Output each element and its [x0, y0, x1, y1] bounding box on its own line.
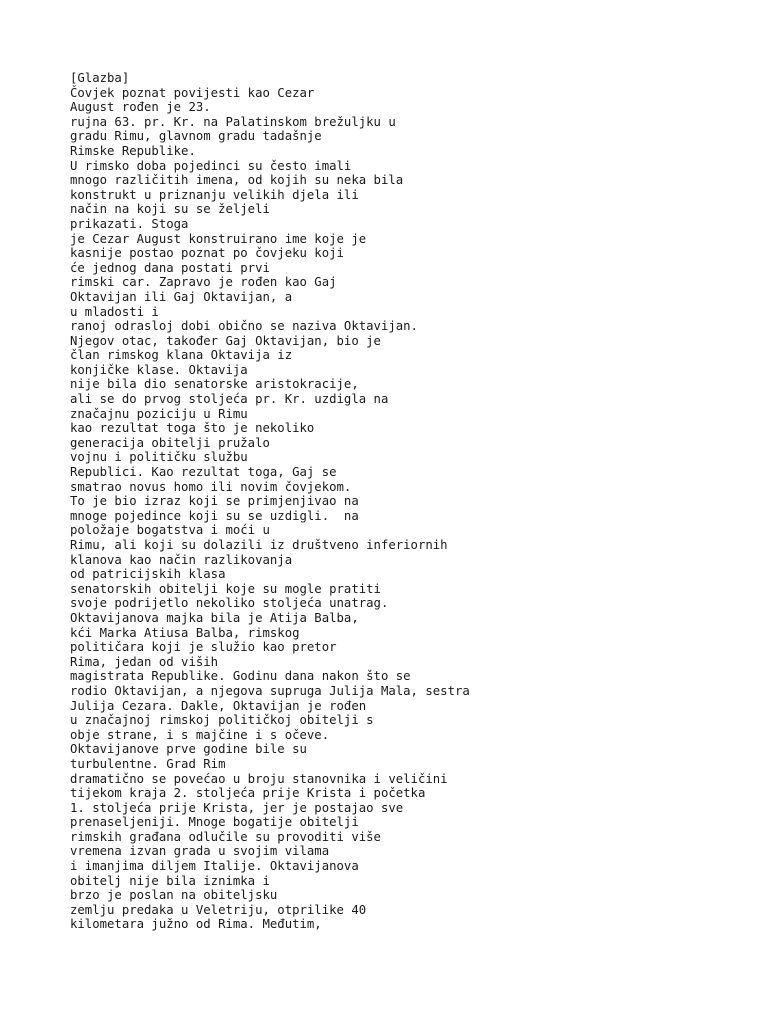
text-line: vojnu i političku službu: [70, 450, 248, 465]
text-line: turbulentne. Grad Rim: [70, 756, 226, 771]
text-line: položaje bogatstva i moći u: [70, 523, 270, 538]
text-line: gradu Rimu, glavnom gradu tadašnje: [70, 129, 322, 144]
text-line: konstrukt u priznanju velikih djela ili: [70, 187, 359, 202]
text-line: ranoj odrasloj dobi obično se naziva Oktavijan.: [70, 319, 418, 334]
text-line: od patricijskih klasa: [70, 567, 226, 582]
text-line: ali se do prvog stoljeća pr. Kr. uzdigla na: [70, 392, 389, 407]
text-line: prenaseljeniji. Mnoge bogatije obitelji: [70, 815, 359, 830]
text-line: način na koji su se željeli: [70, 202, 270, 217]
text-line: generacija obitelji pružalo: [70, 435, 270, 450]
text-line: rodio Oktavijan, a njegova supruga Julija Mala, sestra: [70, 683, 470, 698]
text-line: mnoge pojedince koji su se uzdigli. na: [70, 508, 359, 523]
text-line: rimski car. Zapravo je rođen kao Gaj: [70, 275, 337, 290]
text-line: Republici. Kao rezultat toga, Gaj se: [70, 465, 337, 480]
text-line: mnogo različitih imena, od kojih su neka bila: [70, 173, 404, 188]
text-line: To je bio izraz koji se primjenjivao na: [70, 494, 359, 509]
text-line: Njegov otac, također Gaj Oktavijan, bio je: [70, 333, 381, 348]
text-line: prikazati. Stoga: [70, 216, 189, 231]
text-line: brzo je poslan na obiteljsku: [70, 888, 278, 903]
text-line: će jednog dana postati prvi: [70, 260, 270, 275]
text-line: Oktavijan ili Gaj Oktavijan, a: [70, 289, 293, 304]
text-line: i imanjima diljem Italije. Oktavijanova: [70, 859, 359, 874]
text-line: Rima, jedan od viših: [70, 654, 219, 669]
text-line: kilometara južno od Rima. Međutim,: [70, 917, 322, 932]
text-line: rujna 63. pr. Kr. na Palatinskom brežuljku u: [70, 114, 396, 129]
text-line: smatrao novus homo ili novim čovjekom.: [70, 479, 352, 494]
text-line: obje strane, i s majčine i s očeve.: [70, 727, 330, 742]
text-line: konjičke klase. Oktavija: [70, 362, 248, 377]
text-line: klanova kao način razlikovanja: [70, 552, 293, 567]
text-line: U rimsko doba pojedinci su često imali: [70, 158, 352, 173]
text-line: Oktavijanove prve godine bile su: [70, 742, 307, 757]
text-line: Čovjek poznat povijesti kao Cezar: [70, 85, 315, 100]
text-line: [Glazba]: [70, 71, 130, 85]
text-line: senatorskih obitelji koje su mogle pratiti: [70, 581, 381, 596]
text-line: Rimu, ali koji su dolazili iz društveno inferiornih: [70, 538, 448, 552]
text-line: u značajnoj rimskoj političkoj obitelji s: [70, 713, 374, 728]
text-line: je Cezar August konstruirano ime koje je: [70, 231, 367, 246]
text-line: tijekom kraja 2. stoljeća prije Krista i početka: [70, 786, 426, 801]
text-line: u mladosti i: [70, 304, 159, 319]
text-line: dramatično se povećao u broju stanovnika i veličini: [70, 771, 448, 786]
text-line: svoje podrijetlo nekoliko stoljeća unatrag.: [70, 596, 389, 611]
text-line: Julija Cezara. Dakle, Oktavijan je rođen: [70, 698, 367, 713]
text-line: kći Marka Atiusa Balba, rimskog: [70, 625, 300, 640]
text-line: 1. stoljeća prije Krista, jer je postajao sve: [70, 800, 404, 815]
text-line: član rimskog klana Oktavija iz: [70, 348, 293, 363]
text-line: zemlju predaka u Veletriju, otprilike 40: [70, 902, 367, 917]
text-line: značajnu poziciju u Rimu: [70, 406, 248, 421]
text-line: nije bila dio senatorske aristokracije,: [70, 377, 359, 392]
document-page: [70, 71, 750, 932]
text-line: kasnije postao poznat po čovjeku koji: [70, 246, 344, 261]
text-line: Rimske Republike.: [70, 143, 196, 158]
text-line: Oktavijanova majka bila je Atija Balba,: [70, 610, 359, 625]
text-line: rimskih građana odlučile su provoditi više: [70, 829, 381, 844]
text-line: August rođen je 23.: [70, 100, 211, 115]
text-line: obitelj nije bila iznimka i: [70, 873, 270, 888]
text-line: kao rezultat toga što je nekoliko: [70, 421, 315, 436]
text-line: magistrata Republike. Godinu dana nakon što se: [70, 669, 411, 684]
text-line: političara koji je služio kao pretor: [70, 640, 337, 655]
text-line: vremena izvan grada u svojim vilama: [70, 844, 330, 859]
